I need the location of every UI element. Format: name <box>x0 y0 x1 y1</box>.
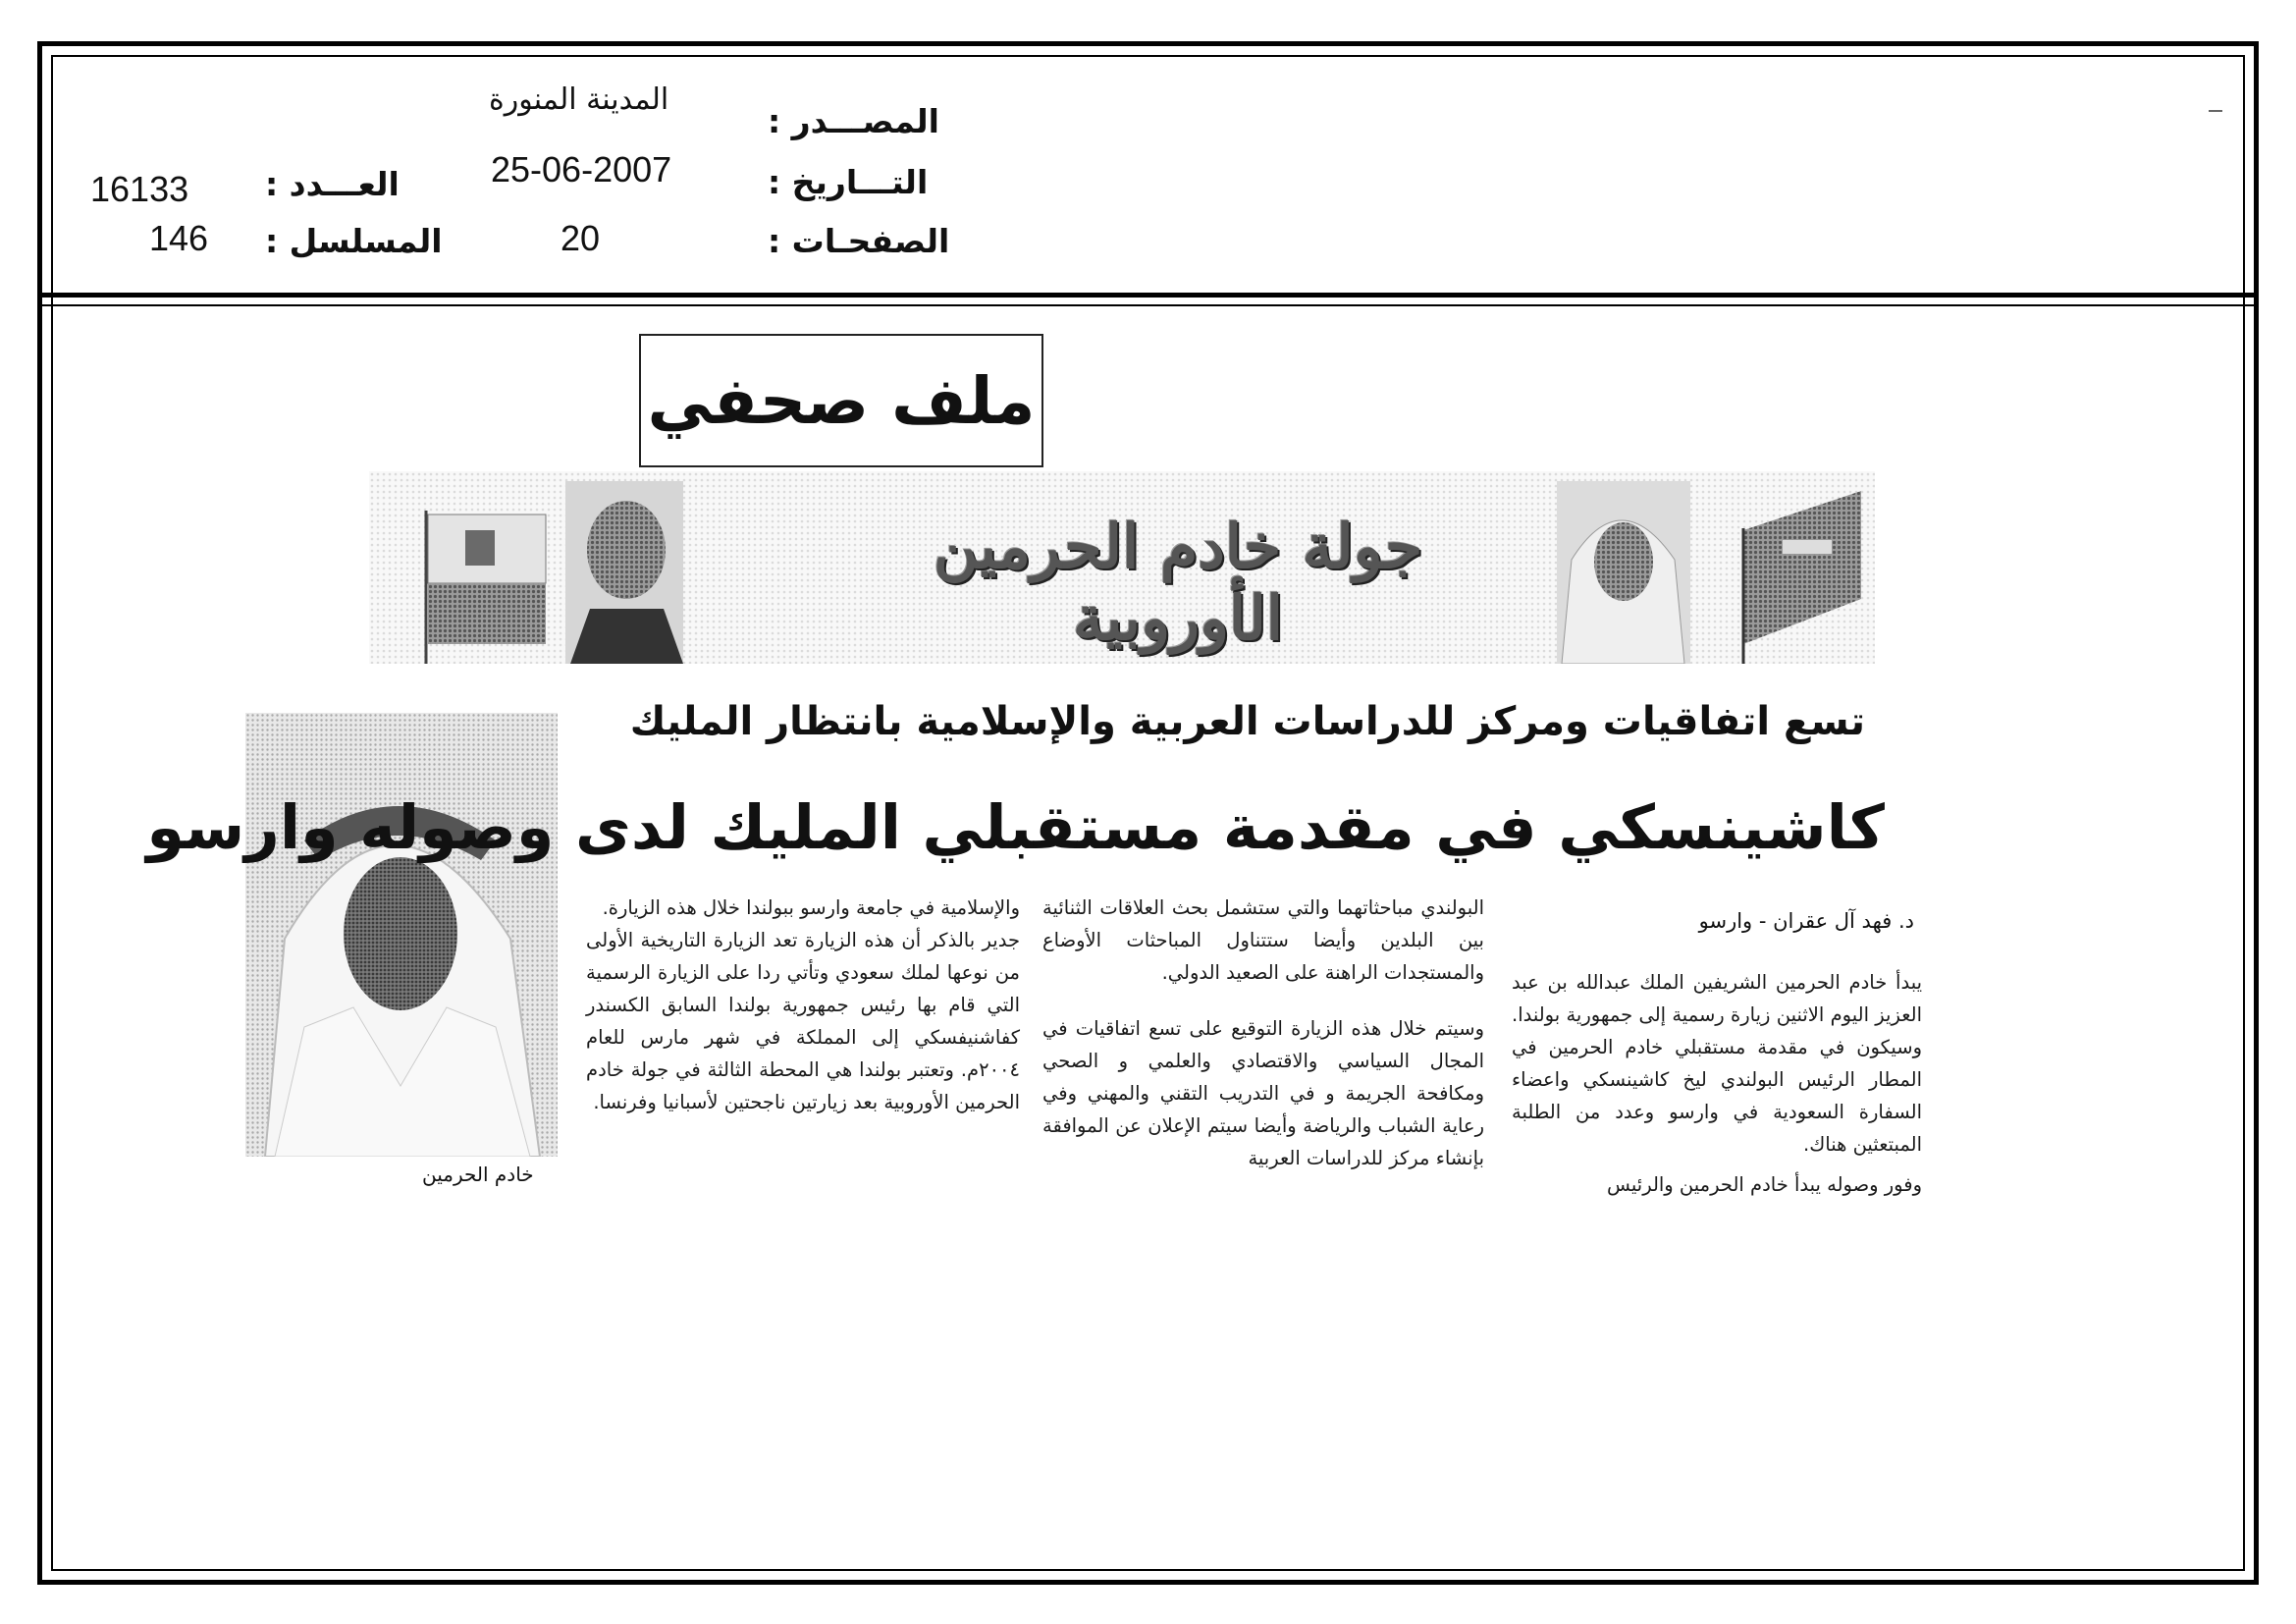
scan-mark <box>2209 110 2222 112</box>
paragraph: البولندي مباحثاتهما والتي ستشمل بحث العلاقات الثنائية بين البلدين وأيضا ستتناول المباحثات الأوضاع والمستجدات الراهنة على الصعيد الدولي. <box>1042 896 1484 984</box>
issue-value: 16133 <box>90 169 189 209</box>
king-portrait-small <box>1557 481 1690 664</box>
article-column-3 <box>586 892 1020 1118</box>
king-photo <box>245 713 558 1157</box>
article-headline: كاشينسكي في مقدمة مستقبلي المليك لدى وصوله وارسو <box>146 791 1885 863</box>
article-kicker: تسع اتفاقيات ومركز للدراسات العربية والإسلامية بانتظار المليك <box>629 699 1865 744</box>
press-file-stamp <box>639 334 1043 467</box>
header-divider-thin <box>37 304 2259 306</box>
serial-value: 146 <box>149 218 209 258</box>
date-value: 25-06-2007 <box>491 149 672 189</box>
source-value: المدينة المنورة <box>489 82 669 117</box>
article-byline: د. فهد آل عقران - وارسو <box>1698 909 1914 933</box>
date-label: التـــاريخ : <box>768 163 929 201</box>
source-label: المصـــدر : <box>768 102 939 140</box>
article-column-1 <box>1512 966 1922 1201</box>
paragraph: جدير بالذكر أن هذه الزيارة تعد الزيارة التاريخية الأولى من نوعها لملك سعودي وتأتي ردا على الزيارة الرسمية التي قام بها رئيس جمهورية بولندا السابق الكسندر كفاشنيفسكي إلى المملكة في شهر مارس للعام ٢٠٠٤م. وتعتبر بولندا هي المحطة الثالثة في جولة خادم الحرمين الأوروبية بعد زيارتين ناجحتين لأسبانيا وفرنسا. <box>586 929 1020 1113</box>
header-divider <box>37 293 2259 298</box>
issue-label: العـــدد : <box>265 165 400 203</box>
photo-caption: خادم الحرمين <box>422 1163 534 1186</box>
article-column-2 <box>1042 892 1484 1174</box>
pages-label: الصفحـات : <box>768 222 950 260</box>
polish-flag-image <box>426 511 546 664</box>
paragraph: يبدأ خادم الحرمين الشريفين الملك عبدالله بن عبد العزيز اليوم الاثنين زيارة رسمية إلى جمهورية بولندا. وسيكون في مقدمة مستقبلي خادم الحرمين في المطار الرئيس البولندي ليخ كاشينسكي واعضاء السفارة السعودية في وارسو وعدد من الطلبة المبتعثين هناك. <box>1512 971 1922 1156</box>
paragraph: والإسلامية في جامعة وارسو ببولندا خلال هذه الزيارة. <box>602 896 1020 919</box>
pages-value: 20 <box>561 218 601 258</box>
press-file-stamp-text: ملف صحفي <box>647 362 1036 439</box>
polish-president-photo <box>565 481 683 664</box>
paragraph: وفور وصوله يبدأ خادم الحرمين والرئيس <box>1607 1173 1922 1196</box>
paragraph: وسيتم خلال هذه الزيارة التوقيع على تسع اتفاقيات في المجال السياسي والاقتصادي والعلمي و الصحي ومكافحة الجريمة و في التدريب التقني والمهني وفي رعاية الشباب والرياضة وأيضا سيتم الإعلان عن الموافقة بإنشاء مركز للدراسات العربية <box>1042 1017 1484 1169</box>
banner-title: جولة خادم الحرمين الأوروبية <box>933 511 1423 654</box>
serial-label: المسلسل : <box>265 222 443 260</box>
